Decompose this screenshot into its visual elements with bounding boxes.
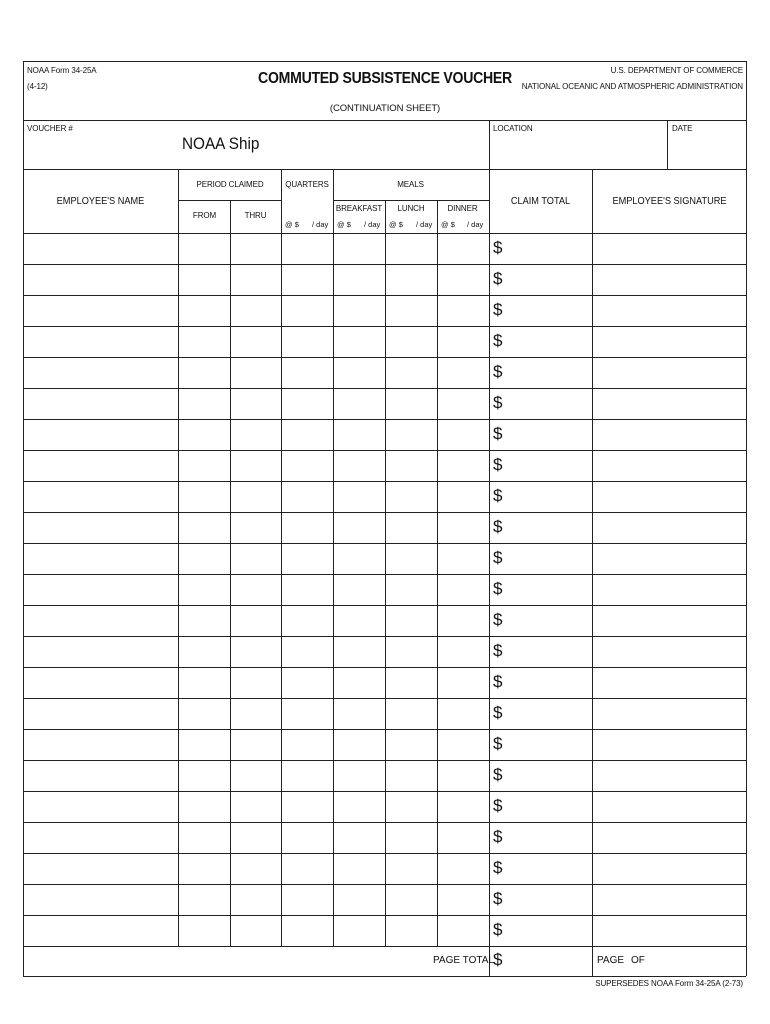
breakfast-cell[interactable]: [334, 389, 384, 418]
from-cell[interactable]: [179, 482, 229, 511]
signature-cell[interactable]: [593, 606, 745, 635]
thru-cell[interactable]: [231, 513, 280, 542]
frame-right: [746, 61, 747, 976]
breakfast-cell[interactable]: [334, 823, 384, 852]
lunch-cell[interactable]: [386, 575, 436, 604]
lunch-cell[interactable]: [386, 699, 436, 728]
breakfast-cell[interactable]: [334, 699, 384, 728]
employee-name-cell[interactable]: [24, 792, 177, 821]
lunch-cell[interactable]: [386, 854, 436, 883]
quarters-cell[interactable]: [282, 234, 332, 263]
col-lunch: LUNCH: [397, 204, 425, 213]
employee-name-cell[interactable]: [24, 544, 177, 573]
quarters-cell[interactable]: [282, 792, 332, 821]
thru-cell[interactable]: [231, 544, 280, 573]
from-cell[interactable]: [179, 234, 229, 263]
claim-currency-symbol: $: [493, 579, 503, 598]
quarters-cell[interactable]: [282, 916, 332, 945]
quarters-rate-at: @ $: [285, 220, 299, 229]
form-number: NOAA Form 34-25A: [27, 66, 97, 75]
dinner-cell[interactable]: [438, 699, 488, 728]
claim-currency-symbol: $: [493, 331, 503, 350]
col-thru: THRU: [244, 211, 267, 220]
quarters-cell[interactable]: [282, 823, 332, 852]
dinner-cell[interactable]: [438, 451, 488, 480]
quarters-cell[interactable]: [282, 389, 332, 418]
employee-name-cell[interactable]: [24, 451, 177, 480]
thru-cell[interactable]: [231, 916, 280, 945]
employee-name-cell[interactable]: [24, 854, 177, 883]
meals-subheader-rule: [333, 200, 489, 201]
footer-supersedes: SUPERSEDES NOAA Form 34-25A (2-73): [595, 979, 743, 988]
employee-name-cell[interactable]: [24, 420, 177, 449]
dinner-cell[interactable]: [438, 389, 488, 418]
employee-name-cell[interactable]: [24, 699, 177, 728]
signature-cell[interactable]: [593, 358, 745, 387]
thru-cell[interactable]: [231, 234, 280, 263]
claim-total-cell[interactable]: [490, 265, 591, 294]
claim-total-cell[interactable]: [490, 358, 591, 387]
col-employee-signature-label: EMPLOYEE'S SIGNATURE: [612, 196, 727, 207]
form-title-wrap: [235, 70, 535, 88]
employee-name-cell[interactable]: [24, 637, 177, 666]
claim-currency-symbol: $: [493, 455, 503, 474]
employee-name-cell[interactable]: [24, 265, 177, 294]
claim-currency-symbol: $: [493, 610, 503, 629]
voucher-label: VOUCHER #: [27, 124, 73, 133]
col-period-claimed: PERIOD CLAIMED: [196, 180, 264, 189]
breakfast-cell[interactable]: [334, 668, 384, 697]
breakfast-cell[interactable]: [334, 482, 384, 511]
claim-total-cell[interactable]: [490, 916, 591, 945]
col-quarters: QUARTERS: [285, 180, 329, 189]
claim-total-cell[interactable]: [490, 389, 591, 418]
frame-top: [23, 61, 746, 62]
breakfast-cell[interactable]: [334, 792, 384, 821]
location-label: LOCATION: [493, 124, 533, 133]
dinner-cell[interactable]: [438, 358, 488, 387]
quarters-cell[interactable]: [282, 513, 332, 542]
dinner-cell[interactable]: [438, 420, 488, 449]
dinner-rate-day: / day: [467, 220, 484, 229]
claim-total-cell[interactable]: [490, 637, 591, 666]
form-title: COMMUTED SUBSISTENCE VOUCHER: [258, 70, 512, 87]
col-from: FROM: [192, 211, 217, 220]
signature-cell[interactable]: [593, 792, 745, 821]
quarters-cell[interactable]: [282, 854, 332, 883]
quarters-cell[interactable]: [282, 730, 332, 759]
lunch-cell[interactable]: [386, 823, 436, 852]
col-employee-name: [23, 196, 178, 207]
dinner-cell[interactable]: [438, 296, 488, 325]
from-cell[interactable]: [179, 358, 229, 387]
lunch-cell[interactable]: [386, 327, 436, 356]
dinner-cell[interactable]: [438, 544, 488, 573]
thru-cell[interactable]: [231, 606, 280, 635]
claim-currency-symbol: $: [493, 920, 503, 939]
signature-cell[interactable]: [593, 296, 745, 325]
signature-cell[interactable]: [593, 265, 745, 294]
date-field[interactable]: [668, 121, 746, 168]
dinner-cell[interactable]: [438, 575, 488, 604]
lunch-cell[interactable]: [386, 885, 436, 914]
breakfast-cell[interactable]: [334, 451, 384, 480]
from-cell[interactable]: [179, 761, 229, 790]
signature-cell[interactable]: [593, 234, 745, 263]
breakfast-cell[interactable]: [334, 761, 384, 790]
col-meals: MEALS: [397, 180, 424, 189]
col-employee-signature: [593, 196, 746, 207]
claim-total-cell[interactable]: [490, 668, 591, 697]
breakfast-cell[interactable]: [334, 358, 384, 387]
quarters-cell[interactable]: [282, 358, 332, 387]
dinner-cell[interactable]: [438, 761, 488, 790]
employee-name-cell[interactable]: [24, 358, 177, 387]
claim-total-cell[interactable]: [490, 885, 591, 914]
dinner-cell[interactable]: [438, 885, 488, 914]
signature-cell[interactable]: [593, 699, 745, 728]
thru-cell[interactable]: [231, 761, 280, 790]
lunch-cell[interactable]: [386, 420, 436, 449]
quarters-cell[interactable]: [282, 451, 332, 480]
from-cell[interactable]: [179, 885, 229, 914]
lunch-cell[interactable]: [386, 234, 436, 263]
breakfast-cell[interactable]: [334, 606, 384, 635]
signature-cell[interactable]: [593, 823, 745, 852]
from-cell[interactable]: [179, 606, 229, 635]
signature-cell[interactable]: [593, 327, 745, 356]
claim-total-cell[interactable]: [490, 823, 591, 852]
quarters-cell[interactable]: [282, 420, 332, 449]
page-label: PAGE: [597, 955, 625, 966]
dinner-cell[interactable]: [438, 823, 488, 852]
breakfast-rate-at: @ $: [337, 220, 351, 229]
claim-total-cell[interactable]: [490, 513, 591, 542]
thru-cell[interactable]: [231, 575, 280, 604]
thru-cell[interactable]: [231, 389, 280, 418]
quarters-cell[interactable]: [282, 885, 332, 914]
dinner-cell[interactable]: [438, 637, 488, 666]
claim-total-cell[interactable]: [490, 234, 591, 263]
from-cell[interactable]: [179, 730, 229, 759]
page-total-field[interactable]: [490, 946, 591, 975]
claim-currency-symbol: $: [493, 486, 503, 505]
agency-line-1: U.S. DEPARTMENT OF COMMERCE: [610, 66, 743, 75]
lunch-cell[interactable]: [386, 792, 436, 821]
signature-cell[interactable]: [593, 389, 745, 418]
breakfast-cell[interactable]: [334, 234, 384, 263]
employee-name-cell[interactable]: [24, 668, 177, 697]
claim-total-cell[interactable]: [490, 451, 591, 480]
thru-cell[interactable]: [231, 451, 280, 480]
lunch-cell[interactable]: [386, 761, 436, 790]
from-cell[interactable]: [179, 389, 229, 418]
header-row-top: [23, 169, 746, 170]
thru-cell[interactable]: [231, 327, 280, 356]
breakfast-cell[interactable]: [334, 854, 384, 883]
quarters-cell[interactable]: [282, 637, 332, 666]
signature-cell[interactable]: [593, 544, 745, 573]
claim-currency-symbol: $: [493, 827, 503, 846]
signature-cell[interactable]: [593, 761, 745, 790]
signature-cell[interactable]: [593, 482, 745, 511]
claim-currency-symbol: $: [493, 796, 503, 815]
thru-cell[interactable]: [231, 296, 280, 325]
lunch-cell[interactable]: [386, 296, 436, 325]
claim-total-cell[interactable]: [490, 761, 591, 790]
claim-total-cell[interactable]: [490, 792, 591, 821]
quarters-cell[interactable]: [282, 296, 332, 325]
claim-total-cell[interactable]: [490, 296, 591, 325]
lunch-cell[interactable]: [386, 637, 436, 666]
employee-name-cell[interactable]: [24, 761, 177, 790]
claim-currency-symbol: $: [493, 858, 503, 877]
col-claim-total: [489, 196, 592, 207]
location-field[interactable]: [490, 121, 666, 168]
signature-cell[interactable]: [593, 730, 745, 759]
quarters-cell[interactable]: [282, 668, 332, 697]
from-cell[interactable]: [179, 544, 229, 573]
from-cell[interactable]: [179, 265, 229, 294]
employee-name-cell[interactable]: [24, 916, 177, 945]
quarters-cell[interactable]: [282, 575, 332, 604]
quarters-cell[interactable]: [282, 265, 332, 294]
claim-currency-symbol: $: [493, 734, 503, 753]
breakfast-cell[interactable]: [334, 730, 384, 759]
breakfast-cell[interactable]: [334, 885, 384, 914]
thru-cell[interactable]: [231, 420, 280, 449]
col-employee-name-label: EMPLOYEE'S NAME: [56, 196, 145, 207]
page-total-label: PAGE TOTAL: [433, 955, 494, 966]
from-cell[interactable]: [179, 916, 229, 945]
employee-name-cell[interactable]: [24, 606, 177, 635]
from-cell[interactable]: [179, 327, 229, 356]
claim-currency-symbol: $: [493, 548, 503, 567]
employee-name-cell[interactable]: [24, 885, 177, 914]
lunch-cell[interactable]: [386, 389, 436, 418]
claim-currency-symbol: $: [493, 300, 503, 319]
employee-name-cell[interactable]: [24, 389, 177, 418]
breakfast-cell[interactable]: [334, 575, 384, 604]
lunch-cell[interactable]: [386, 265, 436, 294]
quarters-cell[interactable]: [282, 699, 332, 728]
lunch-cell[interactable]: [386, 544, 436, 573]
signature-cell[interactable]: [593, 885, 745, 914]
signature-cell[interactable]: [593, 513, 745, 542]
claim-currency-symbol: $: [493, 424, 503, 443]
quarters-rate-day: / day: [312, 220, 329, 229]
dinner-cell[interactable]: [438, 668, 488, 697]
claim-currency-symbol: $: [493, 672, 503, 691]
claim-currency-symbol: $: [493, 238, 503, 257]
dinner-cell[interactable]: [438, 327, 488, 356]
claim-total-cell[interactable]: [490, 699, 591, 728]
claim-currency-symbol: $: [493, 269, 503, 288]
breakfast-cell[interactable]: [334, 916, 384, 945]
lunch-rate-at: @ $: [389, 220, 403, 229]
breakfast-cell[interactable]: [334, 544, 384, 573]
thru-cell[interactable]: [231, 823, 280, 852]
claim-total-cell[interactable]: [490, 327, 591, 356]
employee-name-cell[interactable]: [24, 730, 177, 759]
date-label: DATE: [672, 124, 693, 133]
employee-name-cell[interactable]: [24, 327, 177, 356]
from-cell[interactable]: [179, 792, 229, 821]
col-dinner: DINNER: [447, 204, 478, 213]
breakfast-rate-day: / day: [364, 220, 381, 229]
thru-cell[interactable]: [231, 854, 280, 883]
dinner-cell[interactable]: [438, 265, 488, 294]
thru-cell[interactable]: [231, 699, 280, 728]
lunch-cell[interactable]: [386, 513, 436, 542]
breakfast-cell[interactable]: [334, 327, 384, 356]
claim-currency-symbol: $: [493, 641, 503, 660]
thru-cell[interactable]: [231, 668, 280, 697]
signature-cell[interactable]: [593, 668, 745, 697]
dinner-cell[interactable]: [438, 606, 488, 635]
claim-currency-symbol: $: [493, 703, 503, 722]
dinner-cell[interactable]: [438, 916, 488, 945]
from-cell[interactable]: [179, 854, 229, 883]
claim-currency-symbol: $: [493, 362, 503, 381]
col-breakfast: BREAKFAST: [335, 204, 383, 213]
breakfast-cell[interactable]: [334, 296, 384, 325]
quarters-cell[interactable]: [282, 482, 332, 511]
thru-cell[interactable]: [231, 265, 280, 294]
claim-total-cell[interactable]: [490, 544, 591, 573]
voucher-field[interactable]: [182, 134, 268, 154]
claim-currency-symbol: $: [493, 765, 503, 784]
from-cell[interactable]: [179, 823, 229, 852]
lunch-cell[interactable]: [386, 451, 436, 480]
from-cell[interactable]: [179, 575, 229, 604]
signature-cell[interactable]: [593, 575, 745, 604]
from-cell[interactable]: [179, 451, 229, 480]
quarters-cell[interactable]: [282, 761, 332, 790]
lunch-cell[interactable]: [386, 482, 436, 511]
breakfast-cell[interactable]: [334, 265, 384, 294]
col-claim-total-label: CLAIM TOTAL: [510, 196, 571, 207]
claim-total-cell[interactable]: [490, 420, 591, 449]
employee-name-cell[interactable]: [24, 823, 177, 852]
thru-cell[interactable]: [231, 482, 280, 511]
signature-cell[interactable]: [593, 451, 745, 480]
lunch-rate-day: / day: [416, 220, 433, 229]
signature-cell[interactable]: [593, 420, 745, 449]
of-label: OF: [631, 955, 645, 966]
dinner-cell[interactable]: [438, 730, 488, 759]
dinner-cell[interactable]: [438, 854, 488, 883]
thru-cell[interactable]: [231, 792, 280, 821]
quarters-cell[interactable]: [282, 327, 332, 356]
thru-cell[interactable]: [231, 885, 280, 914]
claim-total-cell[interactable]: [490, 575, 591, 604]
from-cell[interactable]: [179, 668, 229, 697]
quarters-cell[interactable]: [282, 606, 332, 635]
frame-bottom: [23, 976, 746, 977]
lunch-cell[interactable]: [386, 606, 436, 635]
form-subtitle: (CONTINUATION SHEET): [329, 103, 441, 114]
from-cell[interactable]: [179, 637, 229, 666]
thru-cell[interactable]: [231, 358, 280, 387]
from-cell[interactable]: [179, 513, 229, 542]
lunch-cell[interactable]: [386, 668, 436, 697]
claim-currency-symbol: $: [493, 517, 503, 536]
lunch-cell[interactable]: [386, 358, 436, 387]
signature-cell[interactable]: [593, 854, 745, 883]
employee-name-cell[interactable]: [24, 575, 177, 604]
lunch-cell[interactable]: [386, 730, 436, 759]
claim-total-cell[interactable]: [490, 482, 591, 511]
signature-cell[interactable]: [593, 637, 745, 666]
claim-total-cell[interactable]: [490, 854, 591, 883]
signature-cell[interactable]: [593, 916, 745, 945]
claim-total-cell[interactable]: [490, 606, 591, 635]
voucher-value: NOAA Ship: [182, 134, 260, 153]
dinner-cell[interactable]: [438, 482, 488, 511]
claim-currency-symbol: $: [493, 393, 503, 412]
row-rule: [23, 946, 746, 947]
employee-name-cell[interactable]: [24, 482, 177, 511]
lunch-cell[interactable]: [386, 916, 436, 945]
quarters-cell[interactable]: [282, 544, 332, 573]
thru-cell[interactable]: [231, 730, 280, 759]
page-total-currency: $: [493, 950, 503, 969]
dinner-cell[interactable]: [438, 513, 488, 542]
dinner-rate-at: @ $: [441, 220, 455, 229]
form-revision: (4-12): [27, 82, 48, 91]
breakfast-cell[interactable]: [334, 637, 384, 666]
from-cell[interactable]: [179, 699, 229, 728]
agency-line-2: NATIONAL OCEANIC AND ATMOSPHERIC ADMINISTRATION: [521, 82, 743, 91]
thru-cell[interactable]: [231, 637, 280, 666]
breakfast-cell[interactable]: [334, 513, 384, 542]
dinner-cell[interactable]: [438, 234, 488, 263]
employee-name-cell[interactable]: [24, 234, 177, 263]
from-cell[interactable]: [179, 420, 229, 449]
breakfast-cell[interactable]: [334, 420, 384, 449]
employee-name-cell[interactable]: [24, 513, 177, 542]
claim-currency-symbol: $: [493, 889, 503, 908]
from-cell[interactable]: [179, 296, 229, 325]
dinner-cell[interactable]: [438, 792, 488, 821]
employee-name-cell[interactable]: [24, 296, 177, 325]
claim-total-cell[interactable]: [490, 730, 591, 759]
